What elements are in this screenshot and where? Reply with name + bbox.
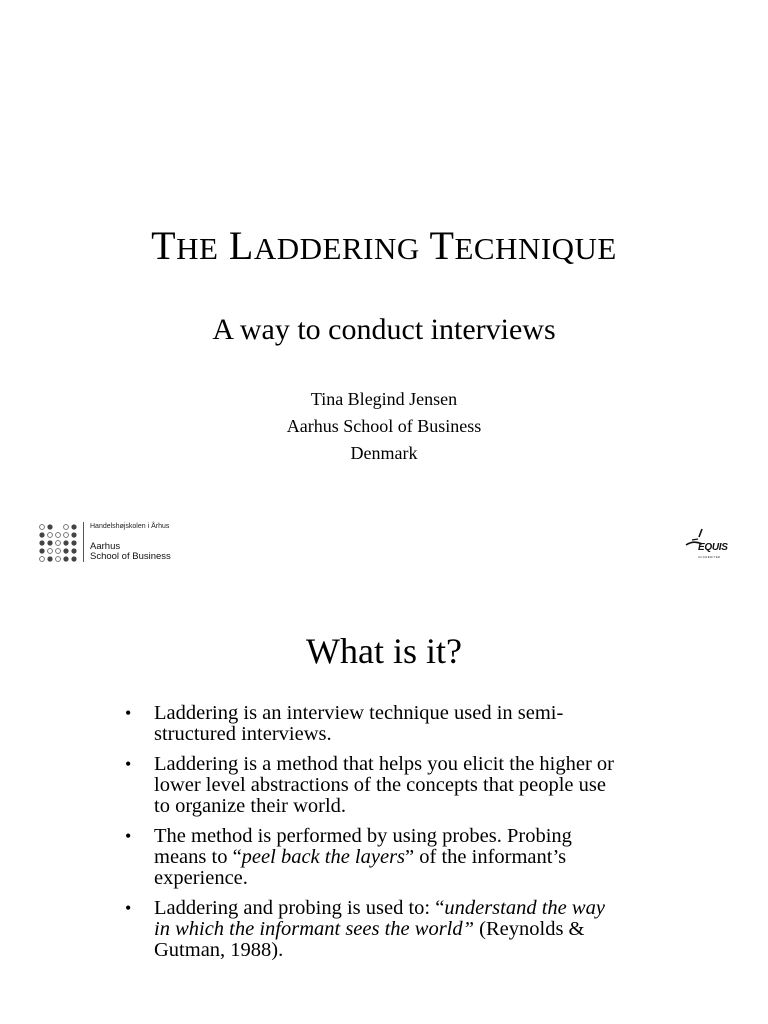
logo-name-line1: Aarhus (90, 541, 121, 552)
bullet-item (125, 898, 625, 961)
bullet-marker: • (125, 898, 132, 918)
bullet-item (125, 703, 625, 745)
bullet-text: Laddering is an interview technique used in semi-structured interviews. (154, 702, 564, 745)
logo-small-text: Handelshøjskolen i Århus (90, 523, 170, 530)
equis-subtext: ACCREDITED (698, 555, 721, 559)
title-word1-cap: T (151, 223, 177, 268)
bullet-marker: • (125, 754, 132, 774)
title-word2-rest: ADDERING (253, 231, 420, 266)
logo-name (90, 542, 171, 562)
slide-subtitle: A way to conduct interviews (212, 313, 556, 346)
author-country: Denmark (350, 443, 418, 463)
content-slide (0, 590, 768, 1024)
bullet-text (154, 825, 572, 889)
bullet-marker: • (125, 826, 132, 846)
slide-title (0, 222, 768, 269)
bullet-text-post: (Reynolds & Gutman, 1988). (154, 918, 585, 961)
slide-heading: What is it? (306, 631, 462, 671)
author-block (0, 386, 768, 467)
title-word3-cap: T (429, 223, 455, 268)
bullet-list (125, 703, 625, 970)
bullet-text-pre: The method is performed by using probes. Probing means to “ (154, 825, 572, 868)
author-name: Tina Blegind Jensen (310, 389, 458, 409)
logo-divider (83, 522, 84, 562)
bullet-text (154, 897, 605, 961)
bullet-text-emphasis: peel back the layers (241, 846, 406, 868)
title-word1-rest: HE (176, 231, 219, 266)
bullet-text-pre: Laddering and probing is used to: “ (154, 897, 445, 919)
aarhus-school-of-business-logo (38, 520, 208, 566)
bullet-text-post: ” of the informant’s experience. (154, 846, 567, 889)
bullet-item (125, 826, 625, 889)
bullet-text: Laddering is a method that helps you elicit the higher or lower level abstractions of the concepts that people use to organize their world. (154, 753, 614, 817)
bullet-marker: • (125, 703, 132, 723)
title-word2-cap: L (228, 223, 254, 268)
asb-dots-icon (38, 522, 78, 564)
equis-text: EQUIS (698, 542, 728, 553)
bullet-item (125, 754, 625, 817)
title-word3-rest: ECHNIQUE (454, 231, 617, 266)
equis-logo (684, 527, 732, 565)
bullet-text-emphasis: understand the way in which the informant sees the world” (154, 897, 605, 940)
author-institution: Aarhus School of Business (286, 416, 482, 436)
logo-name-line2: School of Business (90, 551, 171, 562)
